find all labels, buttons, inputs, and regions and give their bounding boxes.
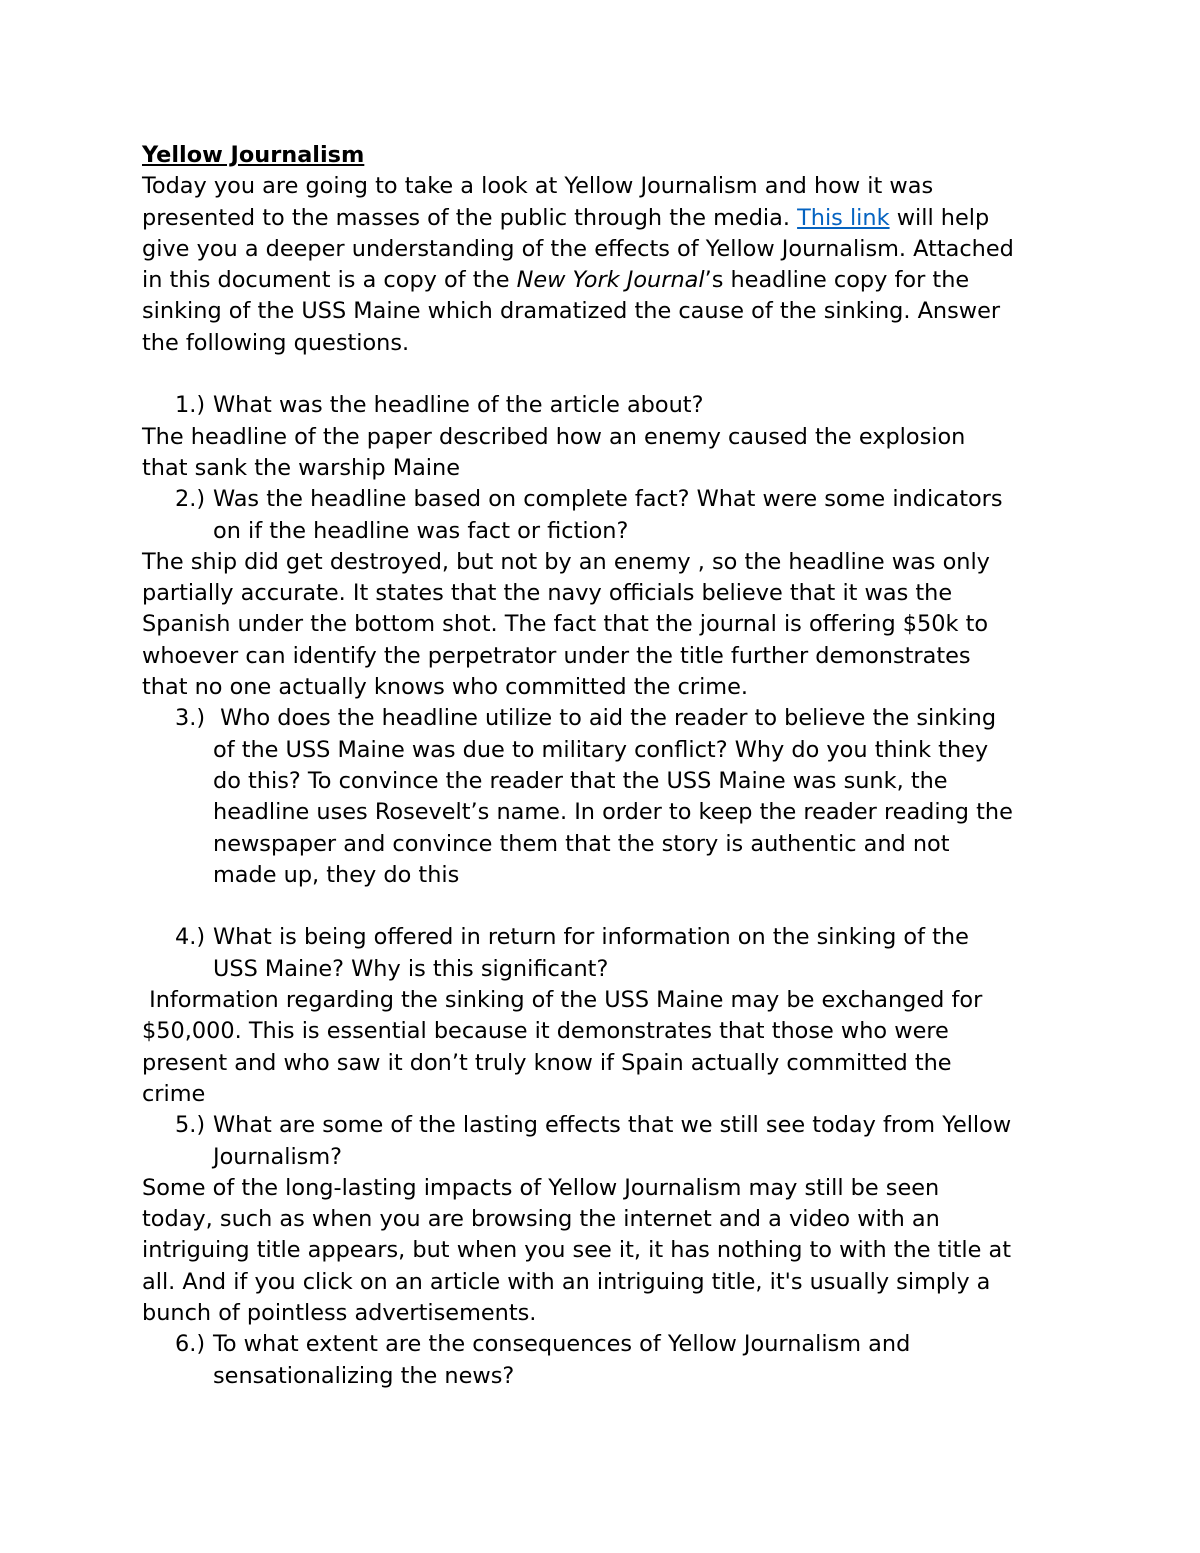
question-line xyxy=(142,922,1082,953)
answer-2 xyxy=(142,547,1082,703)
question-3 xyxy=(142,703,1082,891)
answer-line: present and who saw it don’t truly know if Spain actually committed the xyxy=(142,1049,952,1076)
intro-text: in this document is a copy of the xyxy=(142,267,517,294)
intro-line xyxy=(142,203,1082,234)
answer-line: that no one actually knows who committed the crime. xyxy=(142,674,749,701)
question-number: 4.) xyxy=(175,924,206,951)
answer-line: bunch of pointless advertisements. xyxy=(142,1299,537,1326)
intro-line xyxy=(142,265,1082,296)
question-text: What is being offered in return for information on the sinking of the xyxy=(213,924,969,951)
document-body xyxy=(142,140,1082,1392)
answer-line: partially accurate. It states that the navy officials believe that it was the xyxy=(142,580,953,607)
answer-line: intriguing title appears, but when you see it, it has nothing to with the title at xyxy=(142,1237,1012,1264)
question-4 xyxy=(142,922,1082,985)
answer-line: $50,000. This is essential because it demonstrates that those who were xyxy=(142,1018,949,1045)
answer-line: Information regarding the sinking of the USS Maine may be exchanged for xyxy=(142,987,983,1014)
intro-line: Today you are going to take a look at Yellow Journalism and how it was xyxy=(142,173,934,200)
answer-line: The headline of the paper described how an enemy caused the explosion xyxy=(142,423,966,450)
this-link[interactable]: This link xyxy=(797,204,890,231)
question-line xyxy=(142,703,1082,734)
question-6 xyxy=(142,1329,1082,1392)
question-number: 5.) xyxy=(175,1112,206,1139)
question-number: 6.) xyxy=(175,1331,206,1358)
question-line: USS Maine? Why is this significant? xyxy=(213,955,609,982)
intro-line: the following questions. xyxy=(142,329,410,356)
question-line xyxy=(142,1329,1082,1360)
question-line: sensationalizing the news? xyxy=(213,1362,515,1389)
intro-paragraph xyxy=(142,171,1082,359)
question-line: headline uses Rosevelt’s name. In order to keep the reader reading the xyxy=(213,799,1013,826)
document-title: Yellow Journalism xyxy=(142,142,365,168)
question-2 xyxy=(142,484,1082,547)
blank-line xyxy=(142,891,1082,922)
question-number: 1.) xyxy=(175,392,206,419)
question-1 xyxy=(142,390,1082,421)
answer-line: that sank the warship Maine xyxy=(142,454,460,481)
answer-line: all. And if you click on an article with an intriguing title, it's usually simply a xyxy=(142,1268,991,1295)
intro-text: ’s headline copy for the xyxy=(704,267,970,294)
question-line xyxy=(142,484,1082,515)
answer-line: crime xyxy=(142,1080,206,1107)
question-line: on if the headline was fact or fiction? xyxy=(213,517,629,544)
question-line xyxy=(142,390,1082,421)
question-line xyxy=(142,1110,1082,1141)
question-text: What are some of the lasting effects that we still see today from Yellow xyxy=(213,1112,1012,1139)
question-line: do this? To convince the reader that the USS Maine was sunk, the xyxy=(213,767,948,794)
answer-4 xyxy=(142,985,1082,1110)
answer-line: Some of the long-lasting impacts of Yellow Journalism may still be seen xyxy=(142,1174,940,1201)
question-text: Who does the headline utilize to aid the reader to believe the sinking xyxy=(213,705,997,732)
question-5 xyxy=(142,1110,1082,1173)
newspaper-name: New York Journal xyxy=(516,267,705,294)
answer-line: whoever can identify the perpetrator under the title further demonstrates xyxy=(142,642,971,669)
question-number: 3.) xyxy=(175,705,206,732)
intro-text: will help xyxy=(889,204,990,231)
intro-line: give you a deeper understanding of the effects of Yellow Journalism. Attached xyxy=(142,235,1014,262)
blank-line xyxy=(142,359,1082,390)
question-line: Journalism? xyxy=(213,1143,343,1170)
question-text: What was the headline of the article about? xyxy=(213,392,704,419)
answer-1 xyxy=(142,422,1082,485)
answer-5 xyxy=(142,1173,1082,1329)
intro-line: sinking of the USS Maine which dramatized the cause of the sinking. Answer xyxy=(142,298,1001,325)
intro-text: presented to the masses of the public through the media. xyxy=(142,204,798,231)
question-text: To what extent are the consequences of Yellow Journalism and xyxy=(213,1331,911,1358)
answer-line: The ship did get destroyed, but not by an enemy , so the headline was only xyxy=(142,548,990,575)
question-text: Was the headline based on complete fact? What were some indicators xyxy=(213,486,1003,513)
question-number: 2.) xyxy=(175,486,206,513)
answer-line: Spanish under the bottom shot. The fact that the journal is offering $50k to xyxy=(142,611,989,638)
question-line: of the USS Maine was due to military conflict? Why do you think they xyxy=(213,736,989,763)
question-line: made up, they do this xyxy=(213,861,460,888)
answer-line: today, such as when you are browsing the internet and a video with an xyxy=(142,1206,940,1233)
question-line: newspaper and convince them that the story is authentic and not xyxy=(213,830,950,857)
